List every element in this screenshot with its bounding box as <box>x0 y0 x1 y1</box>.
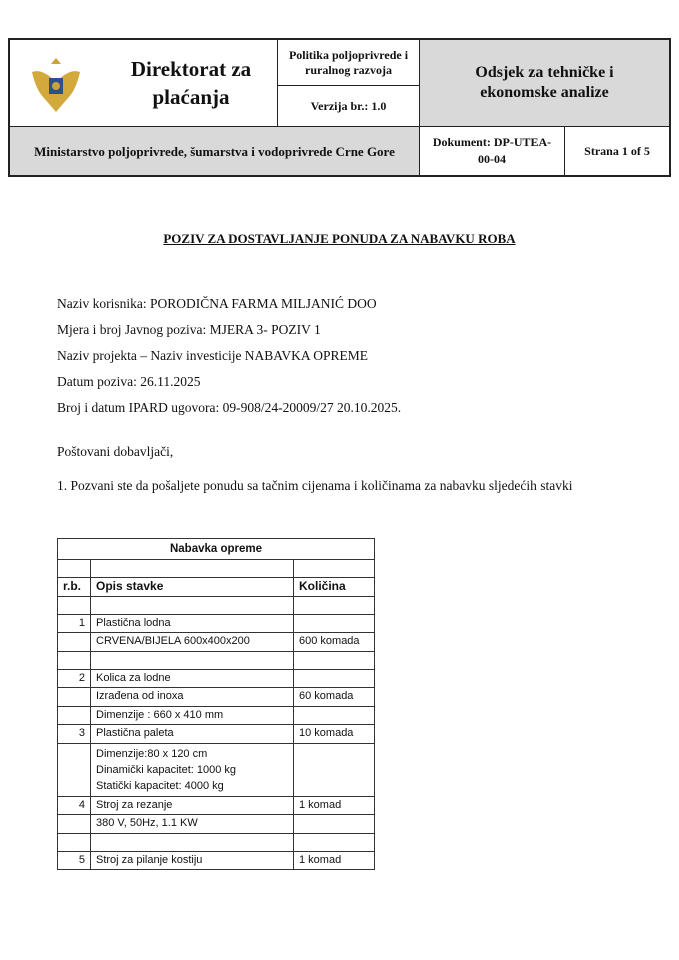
item-quantity <box>294 614 375 633</box>
items-table <box>57 538 375 870</box>
table-row <box>58 688 375 707</box>
item-quantity <box>294 815 375 834</box>
item-quantity: 1 komad <box>294 796 375 815</box>
row-number <box>58 633 91 652</box>
row-number: 4 <box>58 796 91 815</box>
item-quantity: 10 komada <box>294 725 375 744</box>
row-number <box>58 706 91 725</box>
row-number: 3 <box>58 725 91 744</box>
table-row <box>58 596 375 614</box>
coat-of-arms-icon <box>28 54 84 116</box>
item-quantity <box>294 833 375 851</box>
org-title: Direktorat za plaćanja <box>130 57 252 109</box>
item-description: Stroj za pilanje kostiju <box>91 851 294 870</box>
table-row <box>58 725 375 744</box>
item-description: Dimenzije:80 x 120 cm Dinamički kapacitet: 1000 kg Statički kapacitet: 4000 kg <box>91 743 294 796</box>
greeting: Poštovani dobavljači, <box>57 444 174 459</box>
row-number: 2 <box>58 669 91 688</box>
row-number <box>58 815 91 834</box>
table-row <box>58 815 375 834</box>
item-description: CRVENA/BIJELA 600x400x200 <box>91 633 294 652</box>
policy-label: Politika poljoprivrede i ruralnog razvoja <box>277 40 419 85</box>
header-rb: r.b. <box>58 578 91 597</box>
row-number <box>58 651 91 669</box>
item-quantity <box>294 743 375 796</box>
table-row <box>58 851 375 870</box>
table-row <box>58 796 375 815</box>
item-description <box>91 596 294 614</box>
item-description: Kolica za lodne <box>91 669 294 688</box>
call-date: Datum poziva: 26.11.2025 <box>57 374 201 389</box>
item-description <box>91 833 294 851</box>
item-description: Plastična lodna <box>91 614 294 633</box>
header-quantity: Količina <box>294 578 375 597</box>
item-description: Stroj za rezanje <box>91 796 294 815</box>
item-description <box>91 651 294 669</box>
department-label: Odsjek za tehničke i ekonomske analize <box>419 40 669 126</box>
ministry-label: Ministarstvo poljoprivrede, šumarstva i vodoprivrede Crne Gore <box>10 126 419 175</box>
document-code: Dokument: DP-UTEA-00-04 <box>419 126 564 175</box>
table-row <box>58 614 375 633</box>
row-number <box>58 688 91 707</box>
row-number: 1 <box>58 614 91 633</box>
item-quantity: 60 komada <box>294 688 375 707</box>
table-row <box>58 706 375 725</box>
table-row <box>58 669 375 688</box>
table-row <box>58 633 375 652</box>
measure-call: Mjera i broj Javnog poziva: MJERA 3- POZIV 1 <box>57 322 321 337</box>
item-quantity: 1 komad <box>294 851 375 870</box>
item-description: Plastična paleta <box>91 725 294 744</box>
row-number: 5 <box>58 851 91 870</box>
item-description: Dimenzije : 660 x 410 mm <box>91 706 294 725</box>
instruction: 1. Pozvani ste da pošaljete ponudu sa tačnim cijenama i količinama za nabavku sljedećih stavki <box>57 478 573 493</box>
document-header <box>8 38 671 177</box>
table-row <box>58 743 375 796</box>
project-name: Naziv projekta – Naziv investicije NABAVKA OPREME <box>57 348 368 363</box>
table-row <box>58 651 375 669</box>
item-description: Izrađena od inoxa <box>91 688 294 707</box>
page-number: Strana 1 of 5 <box>564 126 669 175</box>
item-description: 380 V, 50Hz, 1.1 KW <box>91 815 294 834</box>
document-title: POZIV ZA DOSTAVLJANJE PONUDA ZA NABAVKU ROBA <box>163 231 516 246</box>
version-label: Verzija br.: 1.0 <box>277 85 419 126</box>
item-quantity <box>294 596 375 614</box>
row-number <box>58 833 91 851</box>
item-quantity <box>294 669 375 688</box>
ipard-contract: Broj i datum IPARD ugovora: 09-908/24-20009/27 20.10.2025. <box>57 400 402 415</box>
item-quantity <box>294 706 375 725</box>
table-caption: Nabavka opreme <box>58 539 375 560</box>
row-number <box>58 596 91 614</box>
item-quantity <box>294 651 375 669</box>
item-quantity: 600 komada <box>294 633 375 652</box>
header-description: Opis stavke <box>91 578 294 597</box>
beneficiary-name: Naziv korisnika: PORODIČNA FARMA MILJANIĆ DOO <box>57 296 377 311</box>
table-header-row <box>58 578 375 597</box>
table-row <box>58 833 375 851</box>
row-number <box>58 743 91 796</box>
